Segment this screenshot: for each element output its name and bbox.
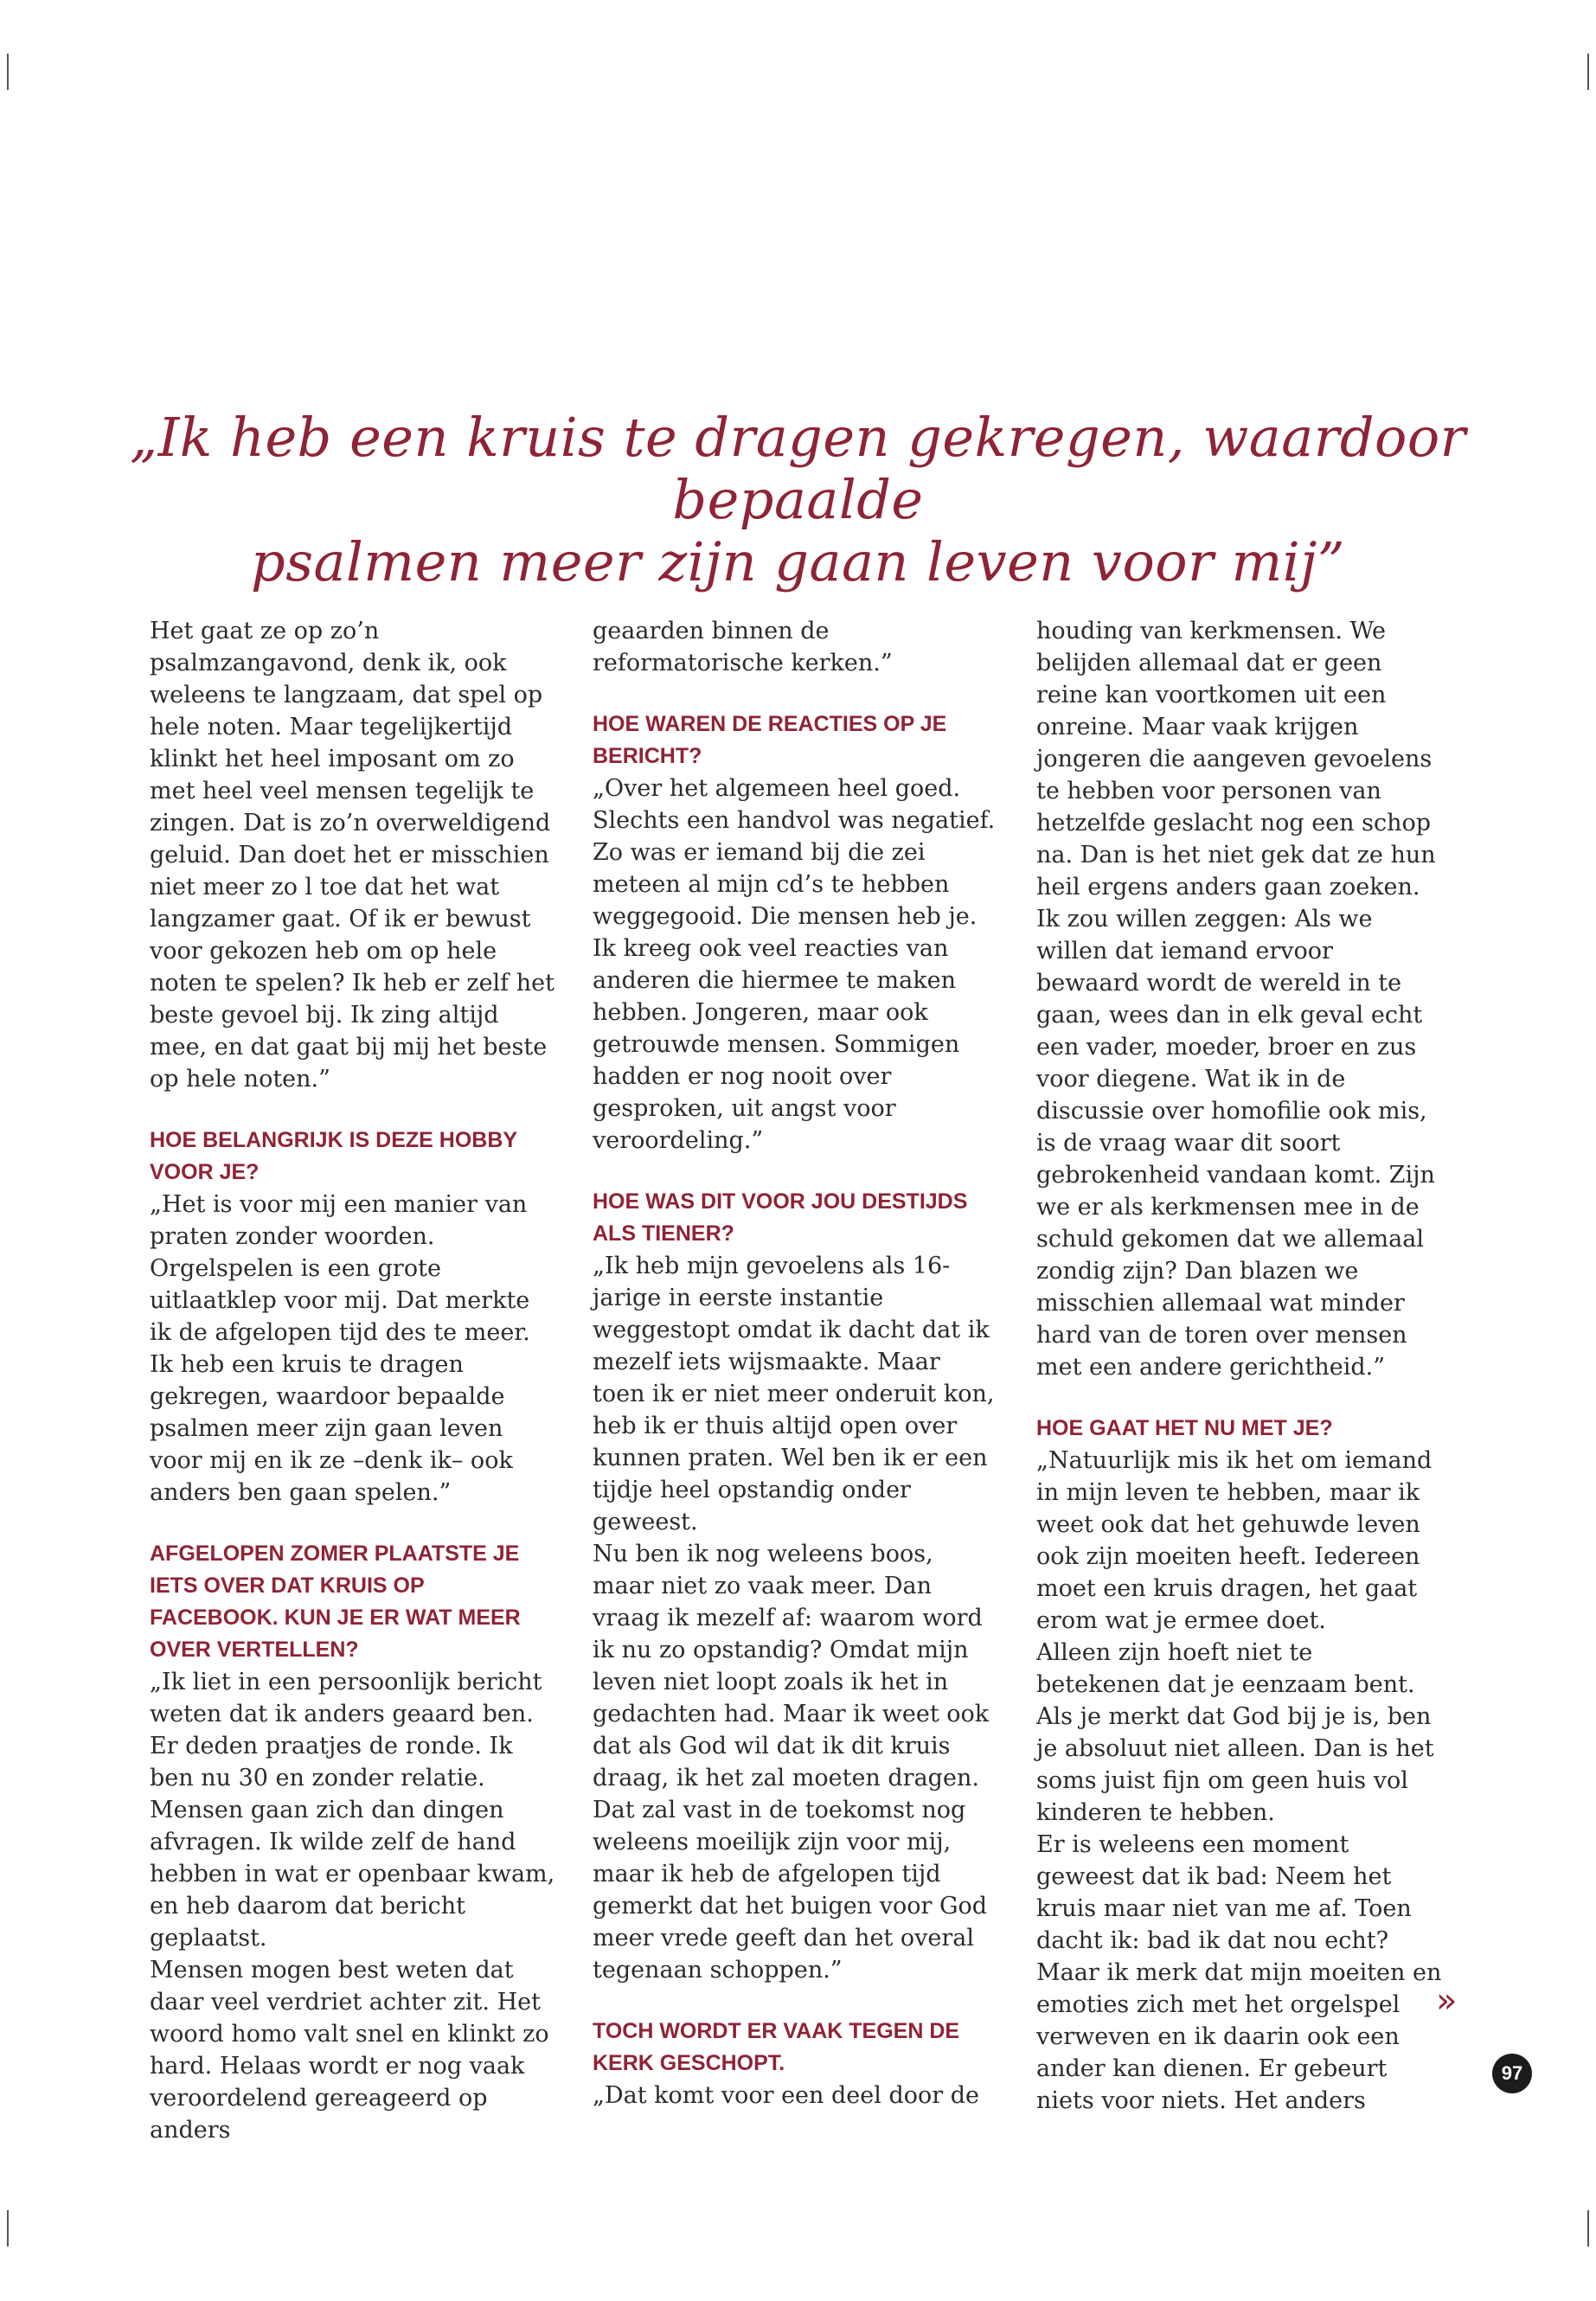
paragraph: Nu ben ik nog weleens boos, maar niet zo vaak meer. Dan vraag ik mezelf af: waarom word ik nu zo opstandig? Omdat mijn leven niet loopt zoals ik het in gedachten had. Maar ik weet ook dat als God wil dat ik dit kruis draag, ik het zal moeten dragen. Dat zal vast in de toekomst nog weleens moeilijk zijn voor mij, maar ik heb de afgelopen tijd gemerkt dat het buigen voor God meer vrede geeft dan het overal tegenaan schoppen.”: [593, 1541, 990, 1984]
crop-mark-top-left: [7, 54, 9, 90]
paragraph: „Natuurlijk mis ik het om iemand in mijn leven te hebben, maar ik weet ook dat het gehuwde leven ook zijn moeiten heeft. Iedereen moet een kruis dragen, het gaat erom wat je ermee doet.: [1036, 1447, 1433, 1634]
interview-question: HOE WAREN DE REACTIES OP JE BERICHT?: [593, 712, 947, 768]
paragraph: Ik kreeg ook veel reacties van anderen die hiermee te maken hebben. Jongeren, maar ook getrouwde mensen. Sommigen hadden er nog nooit over gesproken, uit angst voor veroordeling.”: [593, 935, 960, 1154]
paragraph: geaarden binnen de reformatorische kerken.”: [593, 618, 893, 676]
paragraph: Er is weleens een moment geweest dat ik bad: Neem het kruis maar niet van me af. Toen dacht ik: bad ik dat nou echt? Maar ik merk dat mijn moeiten en emoties zich met het orgelspel verweven en ik daarin ook een ander kan dienen. Er gebeurt niets voor niets. Het anders: [1036, 1831, 1442, 2114]
pull-quote: [130, 407, 1466, 593]
pull-quote-line-1: „Ik heb een kruis te dragen gekregen, waardoor bepaalde: [130, 406, 1466, 531]
interview-question: TOCH WORDT ER VAAK TEGEN DE KERK GESCHOPT.: [593, 2019, 960, 2075]
paragraph: Het gaat ze op zo’n psalmzangavond, denk ik, ook weleens te langzaam, dat spel op hele noten. Maar tegelijkertijd klinkt het heel imposant om zo met heel veel mensen tegelijk te zingen. Dat is zo’n overweldigend geluid. Dan doet het er misschien niet meer zo l toe dat het wat langzamer gaat. Of ik er bewust voor gekozen heb om op hele noten te spelen? Ik heb er zelf het beste gevoel bij. Ik zing altijd mee, en dat gaat bij mij het beste op hele noten.”: [150, 618, 554, 1093]
paragraph: „Over het algemeen heel goed. Slechts een handvol was negatief. Zo was er iemand bij die zei meteen al mijn cd’s te hebben weggegooid. Die mensen heb je.: [593, 775, 996, 930]
interview-question: HOE BELANGRIJK IS DEZE HOBBY VOOR JE?: [150, 1128, 517, 1184]
page-number: 97: [1492, 2054, 1532, 2093]
paragraph: „Ik heb mijn gevoelens als 16-jarige in eerste instantie weggestopt omdat ik dacht dat ik mezelf iets wijsmaakte. Maar toen ik er niet meer onderuit kon, heb ik er thuis altijd open over kunnen praten. Wel ben ik er een tijdje heel opstandig onder geweest.: [593, 1253, 995, 1535]
continue-arrow-icon: »: [1436, 1981, 1458, 2021]
article-column-2: [593, 615, 999, 2112]
interview-question: HOE GAAT HET NU MET JE?: [1036, 1416, 1333, 1440]
article-column-3: [1036, 615, 1443, 2117]
paragraph: „Ik liet in een persoonlijk bericht weten dat ik anders geaard ben. Er deden praatjes de ronde. Ik ben nu 30 en zonder relatie. Mensen gaan zich dan dingen afvragen. Ik wilde zelf de hand hebben in wat er openbaar kwam, en heb daarom dat bericht geplaatst.: [150, 1669, 555, 1952]
crop-mark-bottom-left: [7, 2210, 9, 2247]
paragraph: „Dat komt voor een deel door de: [593, 2082, 980, 2109]
interview-question: AFGELOPEN ZOMER PLAATSTE JE IETS OVER DAT KRUIS OP FACEBOOK. KUN JE ER WAT MEER OVER VERTELLEN?: [150, 1541, 521, 1662]
crop-mark-bottom-right: [1587, 2210, 1589, 2247]
interview-question: HOE WAS DIT VOOR JOU DESTIJDS ALS TIENER?: [593, 1189, 968, 1246]
paragraph: „Het is voor mij een manier van praten zonder woorden. Orgelspelen is een grote uitlaatklep voor mij. Dat merkte ik de afgelopen tijd des te meer. Ik heb een kruis te dragen gekregen, waardoor bepaalde psalmen meer zijn gaan leven voor mij en ik ze –denk ik– ook anders ben gaan spelen.”: [150, 1191, 530, 1506]
paragraph: houding van kerkmensen. We belijden allemaal dat er geen reine kan voortkomen uit een onreine. Maar vaak krijgen jongeren die aangeven gevoelens te hebben voor personen van hetzelfde geslacht nog een schop na. Dan is het niet gek dat ze hun heil ergens anders gaan zoeken. Ik zou willen zeggen: Als we willen dat iemand ervoor bewaard wordt de wereld in te gaan, wees dan in elk geval echt een vader, moeder, broer en zus voor diegene. Wat ik in de discussie over homofilie ook mis, is de vraag waar dit soort gebrokenheid vandaan komt. Zijn we er als kerkmensen mee in de schuld gekomen dat we allemaal zondig zijn? Dan blazen we misschien allemaal wat minder hard van de toren over mensen met een andere gerichtheid.”: [1036, 618, 1436, 1381]
pull-quote-line-2: psalmen meer zijn gaan leven voor mij”: [251, 530, 1345, 593]
paragraph: Mensen mogen best weten dat daar veel verdriet achter zit. Het woord homo valt snel en klinkt zo hard. Helaas wordt er nog vaak veroordelend gereageerd op anders: [150, 1957, 549, 2144]
article-column-1: [150, 615, 556, 2146]
crop-mark-top-right: [1587, 54, 1589, 90]
paragraph: Alleen zijn hoeft niet te betekenen dat je eenzaam bent. Als je merkt dat God bij je is, ben je absoluut niet alleen. Dan is het soms juist fijn om geen huis vol kinderen te hebben.: [1036, 1639, 1434, 1826]
